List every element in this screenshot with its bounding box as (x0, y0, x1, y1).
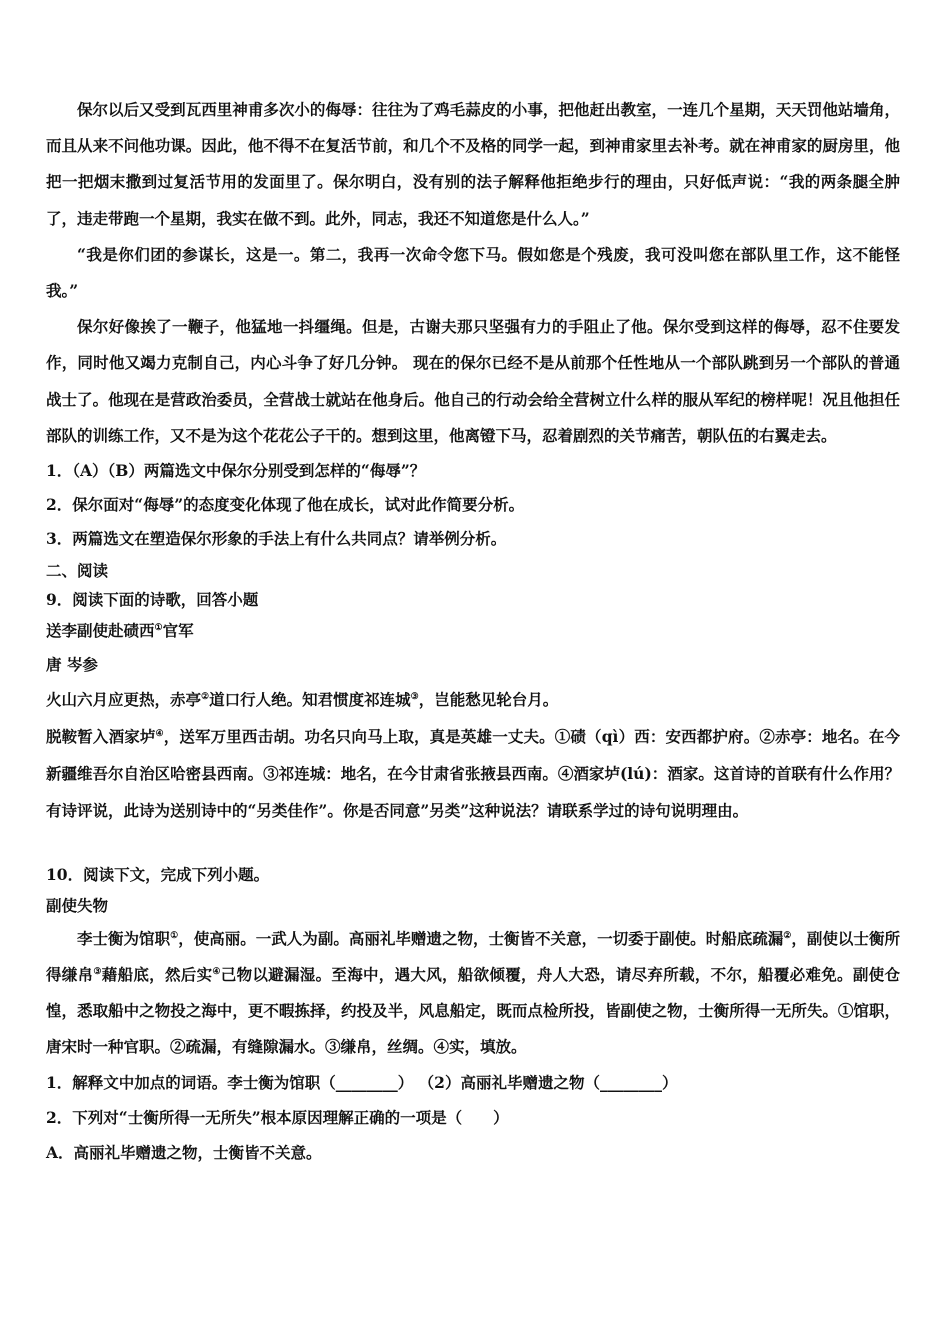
passage-title: 副使失物 (46, 896, 109, 916)
question-9: 9．阅读下面的诗歌，回答小题 (46, 590, 259, 610)
document-page (46, 92, 900, 1170)
sub-question-2: 2．下列对“士衡所得一无所失”根本原因理解正确的一项是（ ） (46, 1108, 509, 1128)
poem-title: 送李副使赴碛西①官军 (46, 621, 194, 641)
section-heading: 二、阅读 (46, 561, 109, 581)
paragraph-1: 保尔以后又受到瓦西里神甫多次小的侮辱：往往为了鸡毛蒜皮的小事，把他赶出教室，一连几个星期，天天罚他站墙角，而且从来不问他功课。因此，他不得不在复活节前，和几个不及格的同学一起，到神甫家里去补考。就在神甫家的厨房里，他把一把烟末撒到过复活节用的发面里了。保尔明白，没有别的法子解释他拒绝步行的理由，只好低声说：“我的两条腿全肿 了，违走带跑一个星期，我实在做不到。此外，同志，我还不知道您是什么人。” (46, 100, 900, 228)
question-1: 1．（A）（B）两篇选文中保尔分别受到怎样的“侮辱”？ (46, 461, 426, 481)
paragraph-3: 保尔好像挨了一鞭子，他猛地一抖缰绳。但是，古谢夫那只坚强有力的手阻止了他。保尔受到这样的侮辱，忍不住要发作，同时他又竭力克制自己，内心斗争了好几分钟。 现在的保尔已经不是从前那个任性地从一个部队跳到另一个部队的普通战士了。他现在是营政治委员，全营战士就站在他身后。他自己的行动会给全营树立什么样的服从军纪的榜样呢！况且他担任部队的训练工作，又不是为这个花花公子干的。想到这里，他离镫下马，忍着剧烈的关节痛苦，朝队伍的右翼走去。 (46, 317, 900, 445)
poem-line-2-and-question: 脱鞍暂入酒家垆④，送军万里西击胡。功名只向马上取，真是英雄一丈夫。①碛（qì）西：安西都护府。②赤亭：地名。在今新疆维吾尔自治区哈密县西南。③祁连城：地名，在今甘肃省张掖县西南。④酒家垆(lú)：酒家。这首诗的首联有什么作用？有诗评说，此诗为送别诗中的“另类佳作”。你是否同意”另类”这种说法？请联系学过的诗句说明理由。 (46, 727, 900, 821)
paragraph-2: “我是你们团的参谋长，这是一。第二，我再一次命令您下马。假如您是个残废，我可没叫您在部队里工作，这不能怪我。” (46, 244, 900, 301)
question-2: 2．保尔面对“侮辱”的态度变化体现了他在成长，试对此作简要分析。 (46, 495, 525, 515)
poem-line-1: 火山六月应更热，赤亭②道口行人绝。知君惯度祁连城③，岂能愁见轮台月。 (46, 690, 559, 710)
question-10: 10．阅读下文，完成下列小题。 (46, 865, 270, 885)
passage-body: 李士衡为馆职①，使高丽。一武人为副。高丽礼毕赠遗之物，士衡皆不关意，一切委于副使。时船底疏漏②，副使以士衡所得缣帛③藉船底，然后实④己物以避漏湿。至海中，遇大风，船欲倾覆，舟人大恐，请尽弃所载，不尔，船覆必难免。副使仓惶，悉取船中之物投之海中，更不暇拣择，约投及半，风息船定，既而点检所投，皆副使之物，士衡所得一无所失。①馆职，唐宋时一种官职。②疏漏，有缝隙漏水。③缣帛，丝绸。④实，填放。 (46, 929, 900, 1057)
option-a: A．高丽礼毕赠遗之物，士衡皆不关意。 (46, 1143, 322, 1163)
poem-author: 唐 岑参 (46, 655, 98, 675)
spacer (46, 829, 900, 859)
question-3: 3．两篇选文在塑造保尔形象的手法上有什么共同点？请举例分析。 (46, 529, 507, 549)
sub-question-1: 1．解释文中加点的词语。李士衡为馆职（________） （2）高丽礼毕赠遗之物（________） (46, 1073, 678, 1093)
